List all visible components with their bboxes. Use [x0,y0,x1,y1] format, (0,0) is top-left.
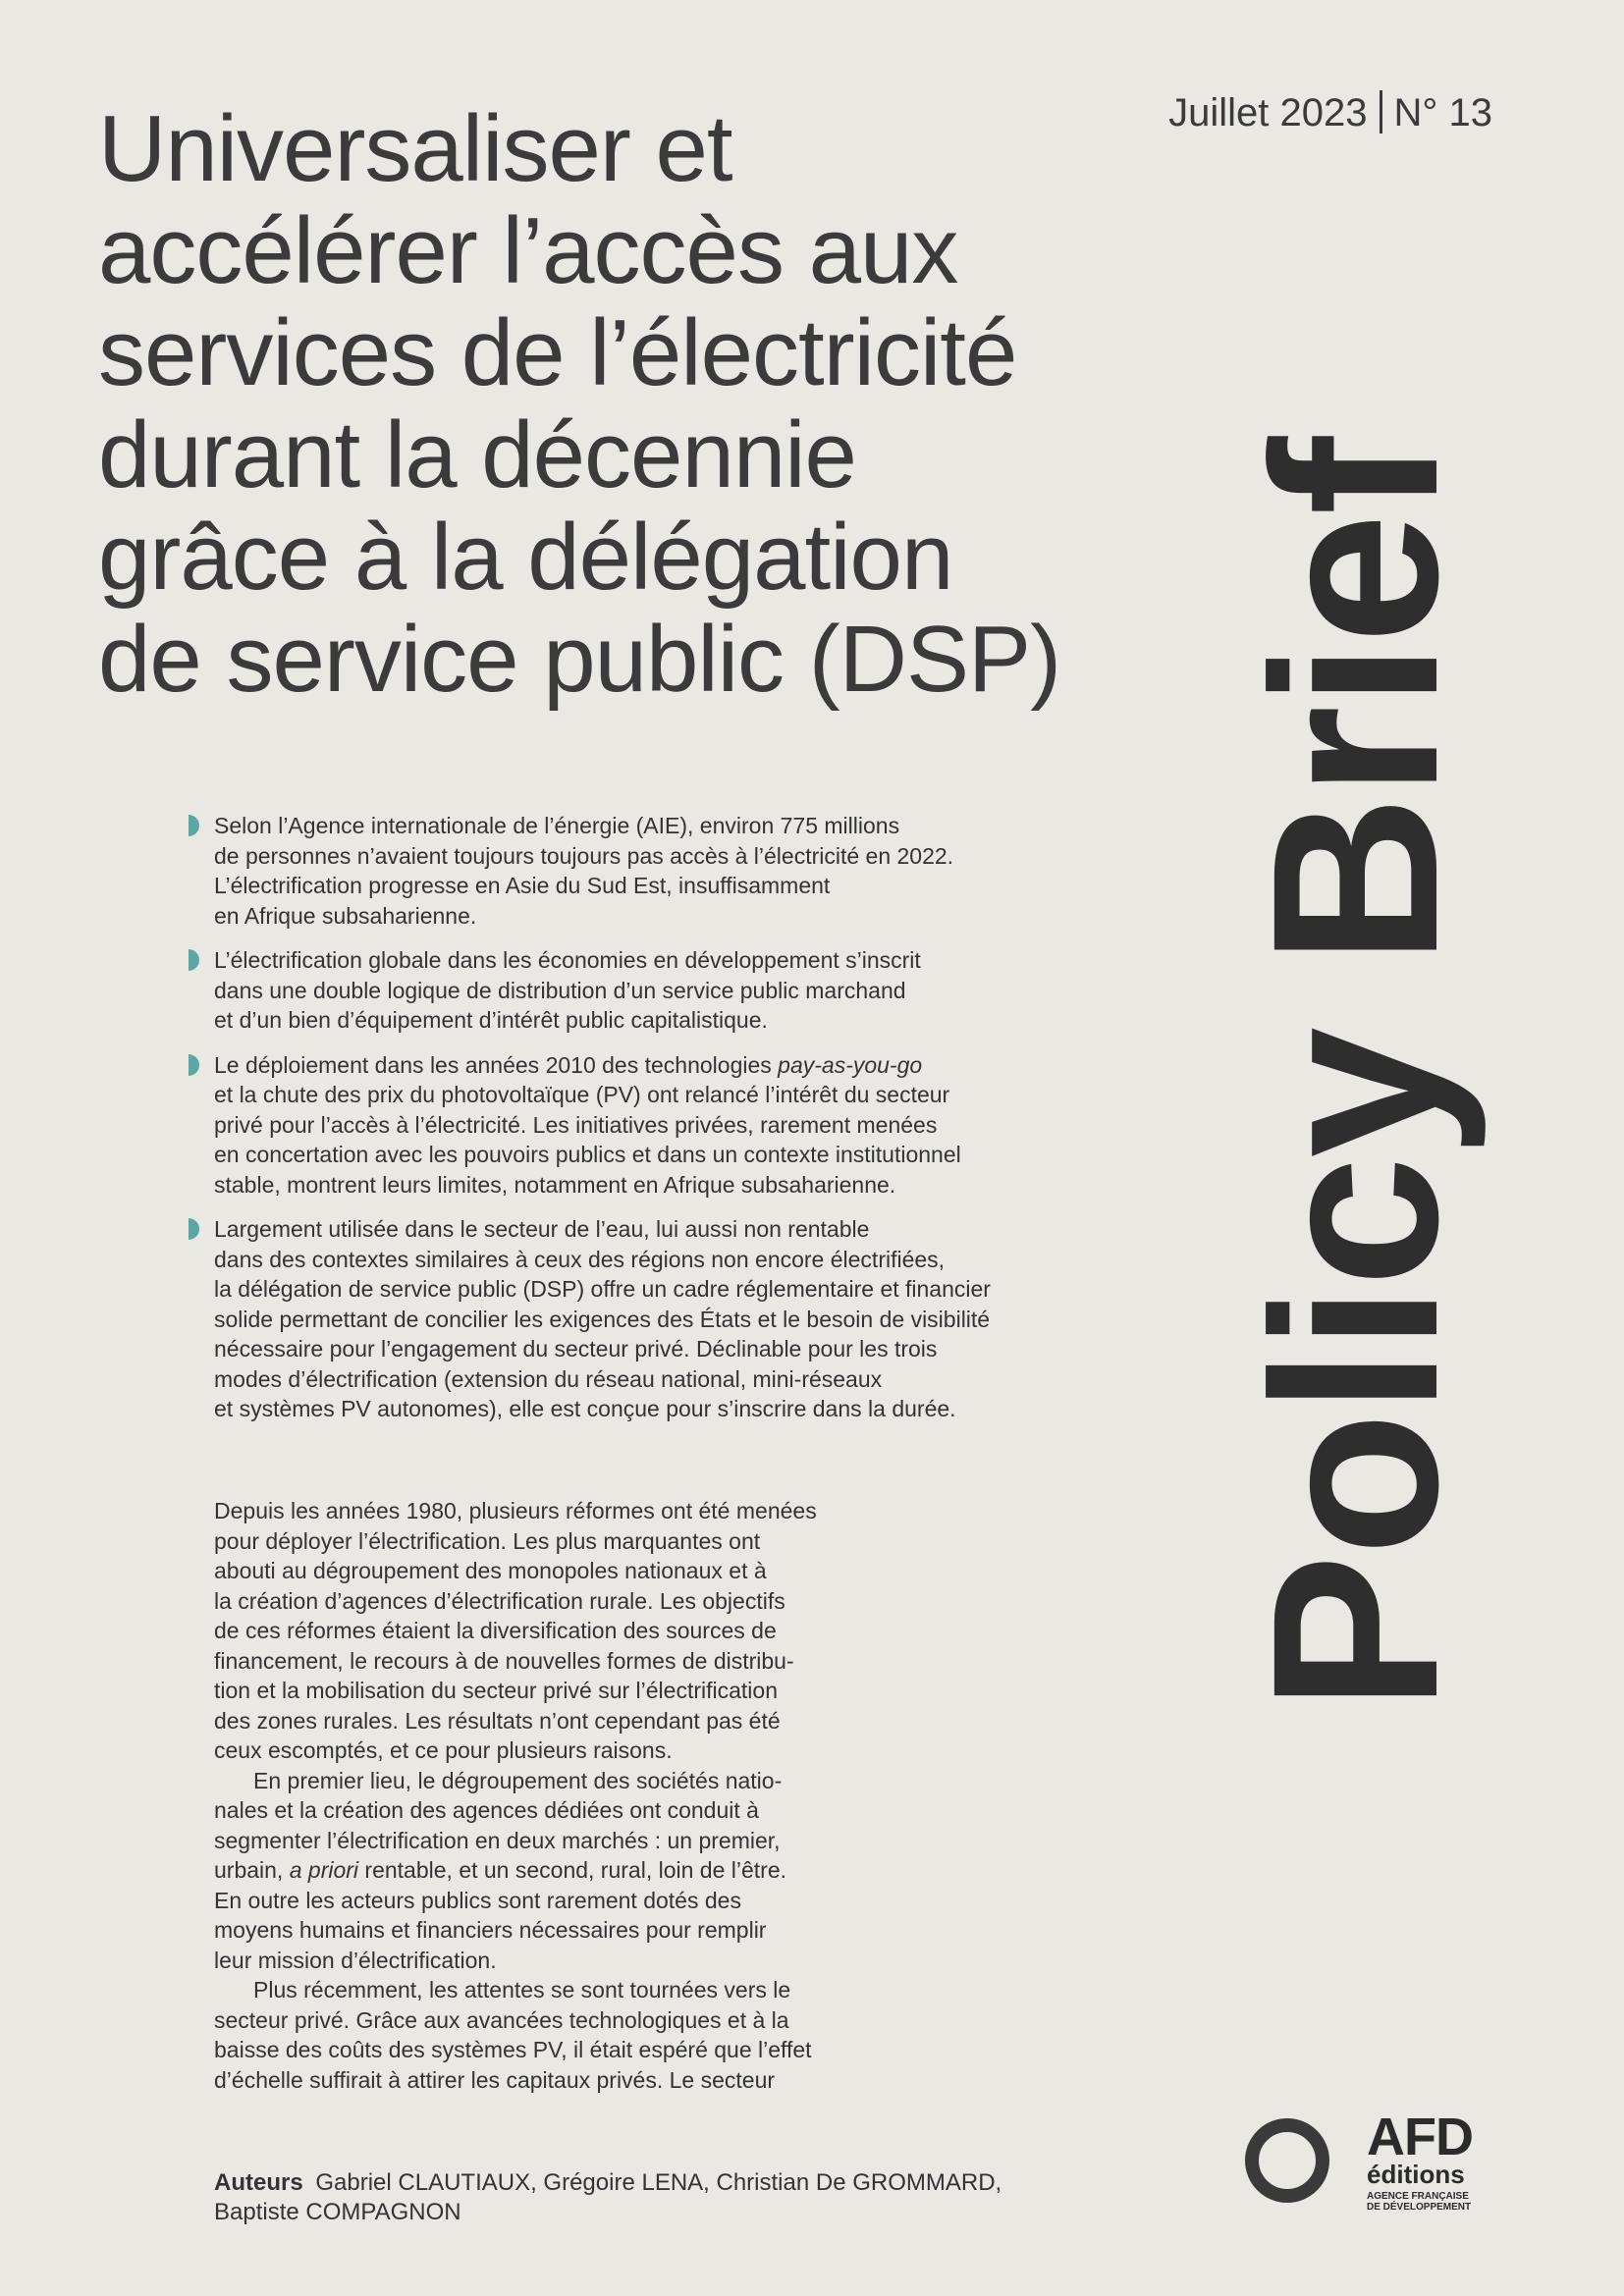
paragraph-line: En premier lieu, le dégroupement des sociétés natio- [253,1767,783,1793]
afd-ring-icon [1245,2118,1329,2203]
title-line: services de l’électricité [98,300,1017,405]
key-point-line: Selon l’Agence internationale de l’énergie (AIE), environ 775 millions [214,813,900,838]
key-point [187,811,1168,931]
body-text [214,1496,893,2095]
key-point [187,1214,1168,1424]
key-point-text: Le déploiement dans les années 2010 des technologies [214,1051,779,1078]
issue-date: Juillet 2023 [1168,91,1368,134]
key-point-line [214,1050,1168,1081]
logo-agency-line: AGENCE FRANÇAISE [1367,2191,1469,2202]
paragraph-text: rentable, et un second, rural, loin de l’être. [358,1857,787,1883]
key-point-line: et systèmes PV autonomes), elle est conçue pour s’inscrire dans la durée. [214,1396,956,1421]
key-point-line: en Afrique subsaharienne. [214,902,477,929]
paragraph-line: financement, le recours à de nouvelles formes de distribu- [214,1647,794,1674]
key-point-line: dans des contextes similaires à ceux des régions non encore électrifiées, [214,1246,946,1272]
title-line: de service public (DSP) [98,607,1061,712]
key-point-line: en concertation avec les pouvoirs publics et dans un contexte institutionnel [214,1142,961,1167]
title-line: accélérer l’accès aux [98,198,958,303]
paragraph-line: la création d’agences d’électrification rurale. Les objectifs [214,1587,785,1614]
page-title [98,98,1237,711]
title-line: Universaliser et [98,96,732,201]
afd-editions-logo [1245,2108,1500,2232]
paragraph-line: de ces réformes étaient la diversification des sources de [214,1618,777,1643]
paragraph-line: ceux escomptés, et ce pour plusieurs raisons. [214,1737,673,1763]
key-point-line: la délégation de service public (DSP) offre un cadre réglementaire et financier [214,1276,991,1302]
key-point-line: stable, montrent leurs limites, notamment en Afrique subsaharienne. [214,1171,896,1198]
key-point [187,945,1168,1036]
key-point-line: Largement utilisée dans le secteur de l’eau, lui aussi non rentable [214,1216,870,1242]
authors-names: Gabriel CLAUTIAUX, Grégoire LENA, Christian De GROMMARD, [315,2169,1002,2196]
key-points-list [187,811,1168,1439]
key-point-line: nécessaire pour l’engagement du secteur privé. Déclinable pour les trois [214,1336,938,1362]
paragraph-line: pour déployer l’électrification. Les plus marquantes ont [214,1527,761,1554]
key-point-line: dans une double logique de distribution d’un service public marchand [214,977,906,1003]
logo-agency [1367,2191,1504,2213]
authors [214,2168,1098,2227]
paragraph-line: baisse des coûts des systèmes PV, il était espéré que l’effet [214,2037,812,2062]
key-point-line: et d’un bien d’équipement d’intérêt public capitalistique. [214,1007,768,1033]
issue-number: N° 13 [1393,91,1492,134]
paragraph-line [214,1855,893,1886]
paragraph-line: d’échelle suffirait à attirer les capitaux privés. Le secteur [214,2066,776,2093]
paragraph-line: leur mission d’électrification. [214,1947,497,1973]
paragraph-line: des zones rurales. Les résultats n’ont cependant pas été [214,1707,781,1734]
authors-label: Auteurs [214,2169,303,2196]
series-label-container [1222,422,1488,1728]
paragraph-line: moyens humains et financiers nécessaires pour remplir [214,1917,767,1943]
key-point-line: L’électrification progresse en Asie du Sud Est, insuffisamment [214,873,831,898]
paragraph-emphasis: a priori [289,1857,359,1883]
logo-afd: AFD [1367,2108,1473,2166]
paragraph-line: Depuis les années 1980, plusieurs réformes ont été menées [214,1498,817,1523]
authors-line: Baptiste COMPAGNON [214,2199,461,2225]
key-point [187,1050,1168,1201]
half-circle-bullet-icon [189,949,199,971]
logo-editions: éditions [1367,2160,1465,2189]
series-label: Policy Brief [1223,438,1487,1712]
key-point-emphasis: pay-as-you-go [778,1051,923,1078]
paragraph-line: tion et la mobilisation du secteur privé sur l’électrification [214,1678,778,1703]
paragraph [214,1975,893,2095]
key-point-line: privé pour l’accès à l’électricité. Les initiatives privées, rarement menées [214,1111,938,1138]
paragraph [214,1496,893,1766]
half-circle-bullet-icon [189,815,199,836]
paragraph-line: En outre les acteurs publics sont rarement dotés des [214,1887,741,1913]
half-circle-bullet-icon [189,1054,199,1076]
logo-agency-line: DE DÉVELOPPEMENT [1367,2202,1472,2213]
paragraph-line: secteur privé. Grâce aux avancées technologiques et à la [214,2006,789,2033]
paragraph [214,1766,893,1976]
title-line: durant la décennie [98,402,856,507]
key-point-line: de personnes n’avaient toujours toujours pas accès à l’électricité en 2022. [214,842,954,869]
paragraph-line: Plus récemment, les attentes se sont tournées vers le [253,1977,791,2002]
half-circle-bullet-icon [189,1218,199,1240]
paragraph-text: urbain, [214,1857,290,1883]
paragraph-line: nales et la création des agences dédiées ont conduit à [214,1797,759,1823]
issue-separator [1380,90,1382,133]
key-point-line: modes d’électrification (extension du réseau national, mini-réseaux [214,1365,883,1392]
key-point-line: et la chute des prix du photovoltaïque (PV) ont relancé l’intérêt du secteur [214,1082,950,1107]
key-point-line: solide permettant de concilier les exigences des États et le besoin de visibilité [214,1306,991,1332]
key-point-line: L’électrification globale dans les économies en développement s’inscrit [214,947,921,973]
authors-line [214,2168,1098,2198]
title-line: grâce à la délégation [98,505,953,610]
paragraph-line: abouti au dégroupement des monopoles nationaux et à [214,1558,767,1583]
paragraph-line: segmenter l’électrification en deux marchés : un premier, [214,1827,781,1853]
